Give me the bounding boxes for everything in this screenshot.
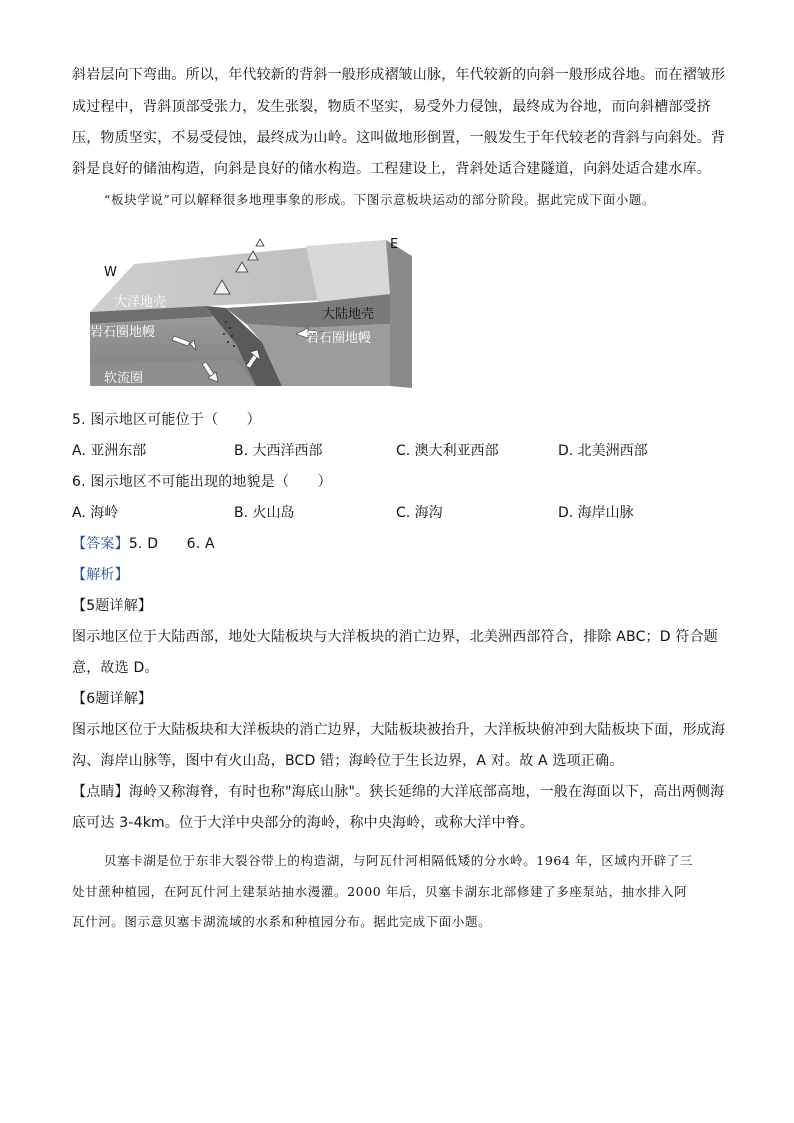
q5-stem: 5. 图示地区可能位于（ ）: [72, 412, 261, 428]
continent-surface: [306, 240, 390, 302]
q6-option-a: A. 海岭: [72, 505, 119, 521]
q5-detail-label: 【5题详解】: [72, 598, 153, 614]
answer-label: 【答案】: [72, 536, 129, 552]
intro-line-1: 斜岩层向下弯曲。所以，年代较新的背斜一般形成褶皱山脉，年代较新的向斜一般形成谷地。而在褶皱形: [72, 67, 726, 83]
q5-option-c: C. 澳大利亚西部: [396, 443, 499, 459]
lithosphere-right-label: 岩石圈地幔: [306, 331, 372, 346]
tip-label: 【点睛】: [72, 784, 129, 800]
intro-line-2: 成过程中，背斜顶部受张力，发生张裂，物质不坚实，易受外力侵蚀，最终成为谷地，而向斜槽部受挤: [72, 99, 711, 115]
oceanic-crust-label: 大洋地壳: [114, 295, 167, 310]
analysis-label: 【解析】: [72, 567, 129, 583]
answer-text: 5. D 6. A: [128, 536, 215, 552]
q5-detail-line-2: 意，故选 D。: [72, 660, 159, 676]
direction-east-label: E: [390, 237, 399, 252]
direction-west-label: W: [104, 265, 117, 280]
next-stem-line-2: 处甘蔗种植园，在阿瓦什河上建泵站抽水漫灌。2000 年后，贝塞卡湖东北部修建了多座泵站，抽水排入阿: [72, 884, 688, 899]
q6-detail-line-1: 图示地区位于大陆板块和大洋板块的消亡边界，大陆板块被抬升，大洋板块俯冲到大陆板块下面，形成海: [72, 722, 726, 738]
tip-line-2: 底可达 3-4km。位于大洋中央部分的海岭，称中央海岭，或称大洋中脊。: [72, 815, 535, 831]
intro-line-3: 压，物质坚实，不易受侵蚀，最终成为山岭。这叫做地形倒置，一般发生于年代较老的背斜与向斜处。背: [72, 130, 726, 146]
q5-option-b: B. 大西洋西部: [234, 443, 323, 459]
q6-stem: 6. 图示地区不可能出现的地貌是（ ）: [72, 474, 332, 490]
intro-line-4: 斜是良好的储油构造，向斜是良好的储水构造。工程建设上，背斜处适合建隧道，向斜处适合建水库。: [72, 161, 711, 177]
continental-crust-label: 大陆地壳: [322, 307, 375, 322]
tip-line-1: [72, 781, 725, 804]
q6-detail-label: 【6题详解】: [72, 691, 153, 707]
answer-line: [72, 533, 722, 556]
tip-text: 海岭又称海脊，有时也称"海底山脉"。狭长延绵的大洋底部高地，一般在海面以下，高出两侧海: [128, 784, 725, 800]
q6-detail-line-2: 沟、海岸山脉等，图中有火山岛，BCD 错；海岭位于生长边界，A 对。故 A 选项正确。: [72, 753, 624, 769]
q5-option-a: A. 亚洲东部: [72, 443, 147, 459]
plate-diagram: [86, 236, 412, 392]
lithosphere-left-label: 岩石圈地幔: [90, 325, 156, 340]
question-stem: “板块学说”可以解释很多地理事象的形成。下图示意板块运动的部分阶段。据此完成下面小题。: [104, 192, 656, 207]
q5-option-d: D. 北美洲西部: [558, 443, 648, 459]
next-stem-line-3: 瓦什河。图示意贝塞卡湖流域的水系和种植园分布。据此完成下面小题。: [72, 914, 492, 929]
q6-option-d: D. 海岸山脉: [558, 505, 634, 521]
q6-option-c: C. 海沟: [396, 505, 443, 521]
asthenosphere-label: 软流圈: [104, 371, 144, 386]
plate-diagram-svg: [86, 236, 412, 392]
q5-detail-line-1: 图示地区位于大陆西部，地处大陆板块与大洋板块的消亡边界，北美洲西部符合，排除 ABC；D 符合题: [72, 629, 718, 645]
next-stem-line-1: 贝塞卡湖是位于东非大裂谷带上的构造湖，与阿瓦什河相隔低矮的分水岭。1964 年，区域内开辟了三: [104, 853, 693, 868]
q6-option-b: B. 火山岛: [234, 505, 295, 521]
